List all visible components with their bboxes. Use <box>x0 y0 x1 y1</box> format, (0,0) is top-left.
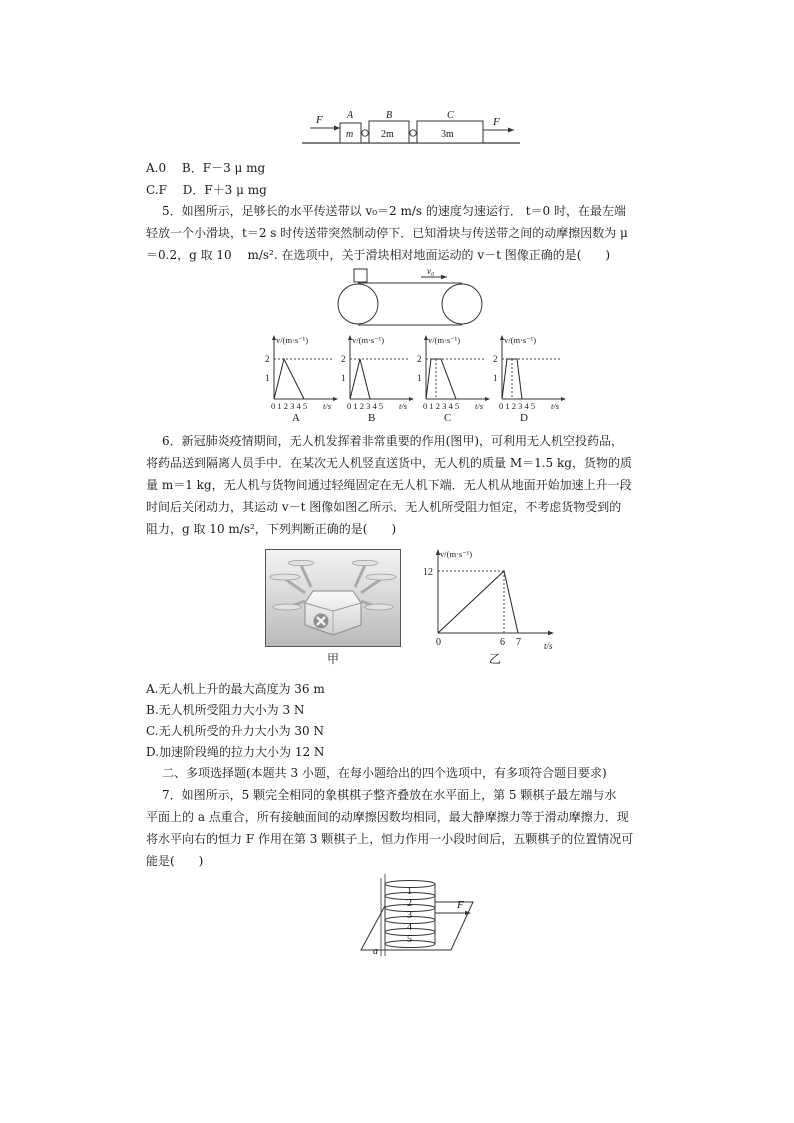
svg-text:v/(m·s⁻¹): v/(m·s⁻¹) <box>352 335 385 345</box>
belt-speed-label: v₀ <box>427 266 435 276</box>
svg-text:2: 2 <box>265 354 270 364</box>
svg-text:2: 2 <box>407 898 412 909</box>
svg-text:7: 7 <box>516 637 521 648</box>
q6-text-line-2: 将药品送到隔离人员手中．在某次无人机竖直送货中，无人机的质量 M＝1.5 kg，货物的质 <box>146 456 632 470</box>
q4-blocks-figure <box>300 110 524 146</box>
q6-option-c: C.无人机所受的升力大小为 30 N <box>146 724 324 738</box>
graph-caption: 乙 <box>489 652 502 666</box>
svg-text:2: 2 <box>493 354 498 364</box>
q6-text-line-3: 量 m＝1 kg，无人机与货物间通过轻绳固定在无人机下端．无人机从地面开始加速上升一段 <box>146 478 632 492</box>
svg-text:v/(m·s⁻¹): v/(m·s⁻¹) <box>504 335 537 345</box>
svg-text:t/s: t/s <box>323 401 332 411</box>
q7-text-line-2: 平面上的 a 点重合，所有接触面间的动摩擦因数均相同，最大静摩擦力等于滑动摩擦力．现 <box>146 810 629 824</box>
right-wheel <box>442 284 482 324</box>
graph-c-label: C <box>444 412 452 424</box>
svg-text:t/s: t/s <box>544 641 553 650</box>
svg-text:1: 1 <box>493 373 498 383</box>
svg-text:4: 4 <box>407 922 412 933</box>
svg-text:1: 1 <box>417 373 422 383</box>
svg-text:2: 2 <box>341 354 346 364</box>
svg-text:0 1 2 3 4 5: 0 1 2 3 4 5 <box>271 401 308 411</box>
graph-b-label: B <box>368 412 376 424</box>
q5-text-line-1: 5．如图所示，足够长的水平传送带以 v₀＝2 m/s 的速度匀速运行． t＝0 时，在最左端 <box>162 204 626 218</box>
q7-text-line-4: 能是( ) <box>146 854 204 868</box>
photo-caption: 甲 <box>327 652 340 666</box>
q7-text-line-3: 将水平向右的恒力 F 作用在第 3 颗棋子上，恒力作用一小段时间后，五颗棋子的位置情况可 <box>146 832 634 846</box>
q5-graph-b <box>338 332 418 424</box>
svg-text:v/(m·s⁻¹): v/(m·s⁻¹) <box>428 335 461 345</box>
mass-a: m <box>346 129 354 140</box>
q6-option-a: A.无人机上升的最大高度为 36 m <box>146 682 325 696</box>
label-c: C <box>447 110 454 121</box>
svg-text:12: 12 <box>423 567 433 578</box>
svg-text:1: 1 <box>265 373 270 383</box>
svg-text:1: 1 <box>407 886 412 897</box>
q5-graph-c <box>414 332 494 424</box>
svg-text:1: 1 <box>341 373 346 383</box>
svg-text:0 1 2 3 4 5: 0 1 2 3 4 5 <box>499 401 536 411</box>
force-right-label: F <box>493 116 500 128</box>
q5-text-line-2: 轻放一个小滑块，t＝2 s 时传送带突然制动停下．已知滑块与传送带之间的动摩擦因数为 μ <box>146 226 628 240</box>
q6-text-line-5: 阻力，g 取 10 m/s²，下列判断正确的是( ) <box>146 522 397 536</box>
svg-text:F: F <box>457 899 464 911</box>
q4-option-ab: A.0 B．F－3 μ mg <box>146 161 266 175</box>
svg-text:2: 2 <box>417 354 422 364</box>
q5-conveyor-figure <box>336 266 486 328</box>
svg-text:t/s: t/s <box>551 401 560 411</box>
svg-text:0 1 2 3 4 5: 0 1 2 3 4 5 <box>347 401 384 411</box>
q7-chess-stack-figure <box>345 872 485 960</box>
svg-text:a: a <box>373 946 378 957</box>
drone-photo <box>265 549 401 647</box>
q6-text-line-1: 6．新冠肺炎疫情期间，无人机发挥着非常重要的作用(图甲)，可利用无人机空投药品， <box>162 434 624 448</box>
label-a: A <box>347 110 354 121</box>
svg-text:v/(m·s⁻¹): v/(m·s⁻¹) <box>440 549 473 559</box>
svg-text:t/s: t/s <box>475 401 484 411</box>
graph-d-label: D <box>520 412 528 424</box>
svg-text:0: 0 <box>436 637 441 648</box>
graph-a-label: A <box>292 412 300 424</box>
q6-option-b: B.无人机所受阻力大小为 3 N <box>146 703 305 717</box>
label-b: B <box>386 110 393 121</box>
left-wheel <box>338 284 378 324</box>
vt-line <box>438 571 518 633</box>
force-left-label: F <box>316 114 323 126</box>
mass-b: 2m <box>381 129 394 140</box>
q5-graph-a <box>262 332 342 424</box>
q5-graph-d <box>490 332 570 424</box>
svg-text:0 1 2 3 4 5: 0 1 2 3 4 5 <box>423 401 460 411</box>
q6-option-d: D.加速阶段绳的拉力大小为 12 N <box>146 745 325 759</box>
svg-text:v/(m·s⁻¹): v/(m·s⁻¹) <box>276 335 309 345</box>
q4-option-cd: C.F D．F＋3 μ mg <box>146 183 267 197</box>
q7-text-line-1: 7．如图所示，5 颗完全相同的象棋棋子整齐叠放在水平面上，第 5 颗棋子最左端与水 <box>162 788 617 802</box>
section-2-title: 二、多项选择题(本题共 3 小题，在每小题给出的四个选项中，有多项符合题目要求) <box>162 766 607 780</box>
slider-block <box>354 269 367 282</box>
svg-text:3: 3 <box>407 910 412 921</box>
mass-c: 3m <box>441 129 454 140</box>
svg-text:5: 5 <box>407 934 412 945</box>
q6-text-line-4: 时间后关闭动力，其运动 v－t 图像如图乙所示．无人机所受阻力恒定，不考虑货物受到的 <box>146 500 622 514</box>
svg-text:6: 6 <box>500 637 505 648</box>
q5-text-line-3: ＝0.2，g 取 10 m/s². 在选项中，关于滑块相对地面运动的 v－t 图像正确的是( ) <box>146 248 611 262</box>
svg-text:t/s: t/s <box>399 401 408 411</box>
q6-vt-graph <box>420 545 560 650</box>
